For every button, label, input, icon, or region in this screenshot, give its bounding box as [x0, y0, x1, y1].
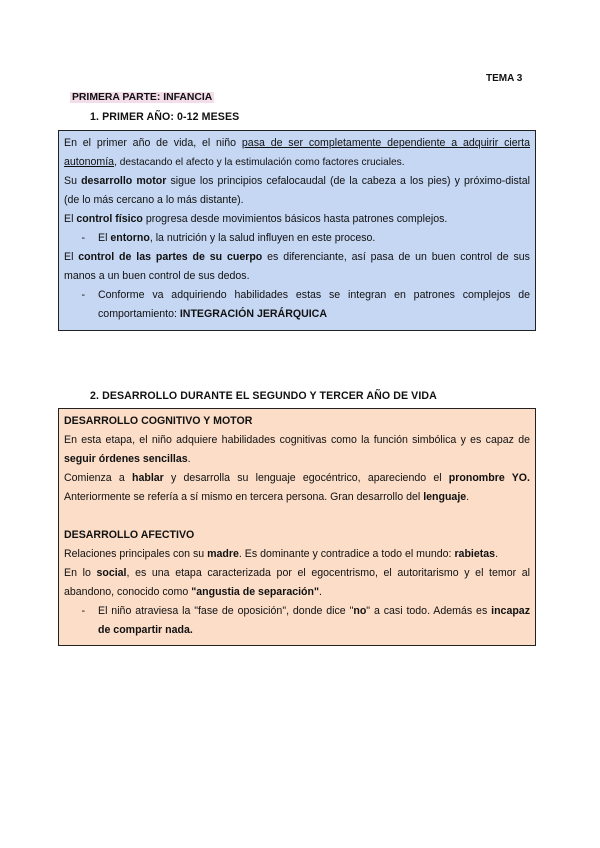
s2-bullet: - El niño atraviesa la "fase de oposición", donde dice "no" a casi todo. Además es incapaz de compartir nada. [81, 605, 530, 636]
s1-paragraph-3: El control físico progresa desde movimientos básicos hasta patrones complejos. [64, 213, 448, 225]
s2-paragraph-2: Comienza a hablar y desarrolla su lenguaje egocéntrico, apareciendo el pronombre YO. Anteriormente se refería a sí mismo en tercera persona. Gran desarrollo del lenguaje. [64, 472, 530, 503]
s1-bullet-2: - Conforme va adquiriendo habilidades estas se integran en patrones complejos de comportamiento: INTEGRACIÓN JERÁRQUICA [81, 289, 530, 320]
s1-paragraph-4: El control de las partes de su cuerpo es diferenciante, así pasa de un buen control de sus manos a un buen control de sus dedos. [64, 251, 530, 282]
topic-label: TEMA 3 [486, 73, 523, 84]
section-1-title: 1. PRIMER AÑO: 0-12 MESES [90, 111, 240, 123]
section-2-box [58, 408, 536, 646]
section-1-box [58, 130, 536, 331]
cognitive-motor-heading: DESARROLLO COGNITIVO Y MOTOR [64, 415, 253, 427]
part-heading: PRIMERA PARTE: INFANCIA [72, 92, 213, 103]
s2-paragraph-4: En lo social, es una etapa caracterizada por el egocentrismo, el autoritarismo y el temor al abandono, conocido como "angustia de separación". [64, 567, 531, 598]
s2-paragraph-1: En esta etapa, el niño adquiere habilidades cognitivas como la función simbólica y es capaz de seguir órdenes sencillas. [64, 434, 530, 465]
affective-heading: DESARROLLO AFECTIVO [64, 529, 195, 541]
s1-paragraph-2: Su desarrollo motor sigue los principios cefalocaudal (de la cabeza a los pies) y próximo-distal (de lo más cercano a lo más distante). [64, 175, 530, 206]
s1-paragraph-1: En el primer año de vida, el niño pasa de ser completamente dependiente a adquirir cierta autonomía, destacando el afecto y la estimulación como factores cruciales. [64, 137, 530, 168]
s2-paragraph-3: Relaciones principales con su madre. Es dominante y contradice a todo el mundo: rabietas. [64, 548, 499, 560]
section-2-title: 2. DESARROLLO DURANTE EL SEGUNDO Y TERCER AÑO DE VIDA [90, 390, 437, 402]
s1-bullet-1: - El entorno, la nutrición y la salud influyen en este proceso. [81, 232, 376, 244]
